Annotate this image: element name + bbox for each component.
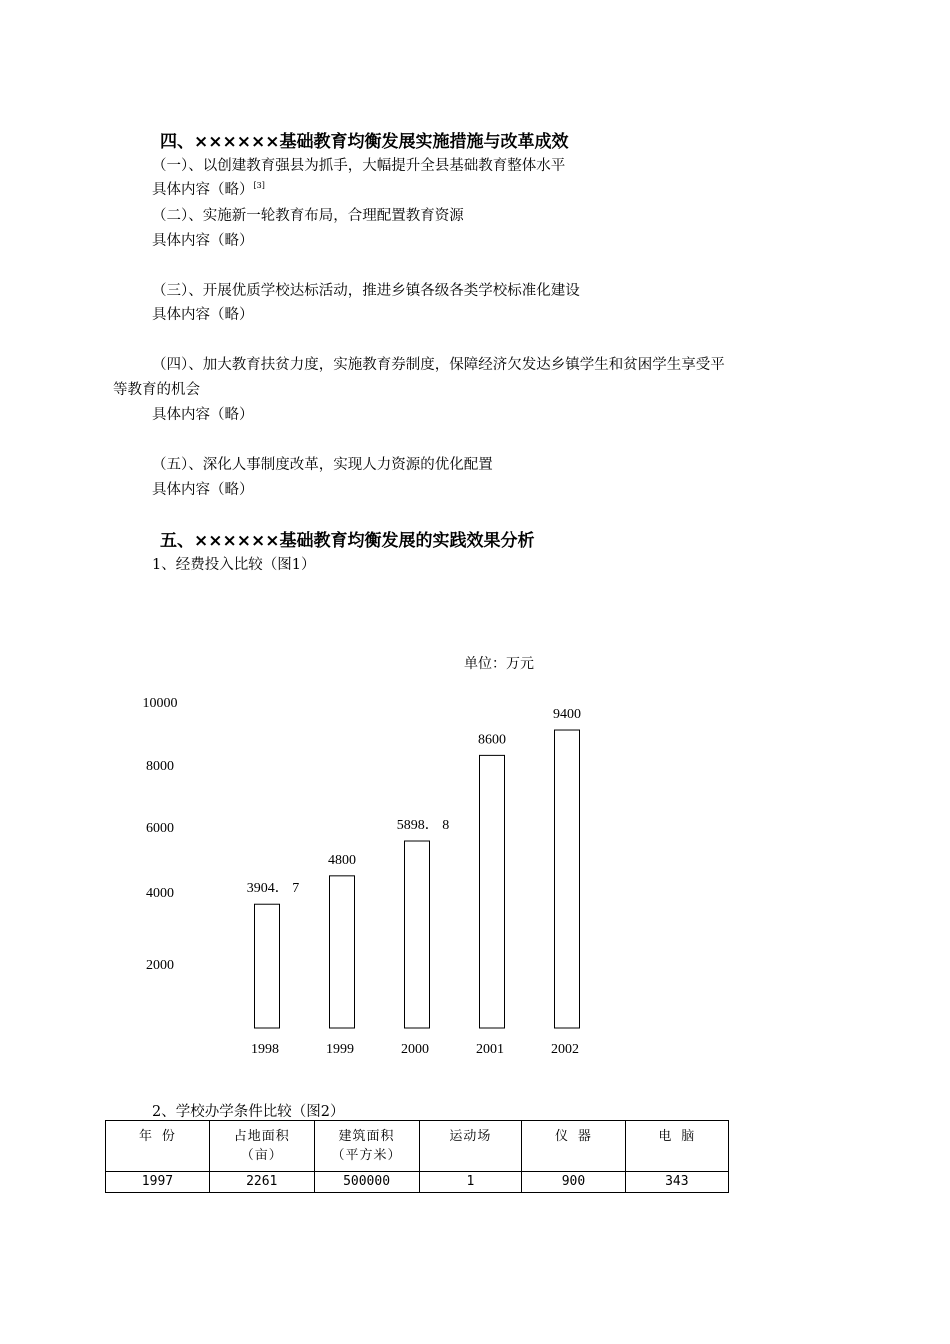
item2-title: （二）、实施新一轮教育布局，合理配置教育资源	[152, 208, 464, 224]
y-tick-label: 8000	[146, 759, 174, 774]
item4-title-line2: 等教育的机会	[113, 382, 200, 398]
subsection-1-title: 1、经费投入比较（图1）	[152, 557, 316, 573]
table-header-cell	[625, 1121, 728, 1172]
section4-heading-plain: 四、××××××基础教育均衡发展	[160, 132, 416, 152]
reference-mark: [3]	[253, 181, 265, 191]
bar-1998	[255, 904, 280, 1028]
y-tick-label: 10000	[142, 696, 178, 711]
item4-detail: 具体内容（略）	[152, 407, 254, 423]
bar-2002	[555, 730, 580, 1028]
table-cell: 343	[625, 1172, 728, 1193]
header-label: 运动场	[449, 1129, 492, 1144]
table-cell: 900	[522, 1172, 625, 1193]
table-cell: 1997	[106, 1172, 210, 1193]
table-header-cell	[522, 1121, 625, 1172]
bar-value-label: 8600	[478, 732, 506, 748]
table-row	[106, 1172, 729, 1193]
school-conditions-table	[105, 1120, 729, 1193]
item3-detail: 具体内容（略）	[152, 307, 254, 323]
table-header-cell	[419, 1121, 522, 1172]
header-label: 年 份	[139, 1129, 176, 1144]
table-cell: 2261	[209, 1172, 314, 1193]
y-tick-label: 2000	[146, 958, 174, 973]
header-sublabel: （亩）	[240, 1148, 283, 1163]
x-tick-label: 2000	[401, 1042, 429, 1057]
header-label: 建筑面积	[338, 1129, 395, 1144]
item5-title: （五）、深化人事制度改革，实现人力资源的优化配置	[152, 457, 493, 473]
table-header-cell	[314, 1121, 419, 1172]
bar-value-label: 4800	[328, 852, 356, 868]
bar-2000	[405, 841, 430, 1028]
y-tick-label: 6000	[146, 821, 174, 836]
bar-value-label: 9400	[553, 707, 581, 723]
item4-title-line1: （四）、加大教育扶贫力度，实施教育券制度，保障经济欠发达乡镇学生和贫困学生享受平	[152, 357, 725, 373]
header-label: 仪 器	[555, 1129, 592, 1144]
header-sublabel: （平方米）	[331, 1148, 402, 1163]
item1-detail-text: 具体内容（略）	[152, 182, 254, 198]
table-header-cell	[209, 1121, 314, 1172]
section5-heading-plain: 五、××××××基础教育均衡发展的	[160, 531, 433, 551]
section5-heading-bold: 实践效果分析	[432, 531, 535, 551]
header-label: 占地面积	[233, 1129, 290, 1144]
table-header-row	[106, 1121, 729, 1172]
item3-title: （三）、开展优质学校达标活动，推进乡镇各级各类学校标准化建设	[152, 283, 580, 299]
x-tick-label: 2002	[551, 1042, 579, 1057]
item1-title: （一）、以创建教育强县为抓手，大幅提升全县基础教育整体水平	[152, 158, 566, 174]
table-cell: 500000	[314, 1172, 419, 1193]
bar-1999	[330, 876, 355, 1028]
bar-2001	[480, 755, 505, 1028]
bar-value-label: 3904． 7	[246, 881, 300, 897]
section4-heading-bold: 实施措施与改革成效	[415, 132, 569, 152]
subsection-2-title: 2、学校办学条件比较（图2）	[152, 1104, 345, 1120]
y-tick-label: 4000	[146, 886, 174, 901]
x-tick-label: 1998	[251, 1042, 279, 1057]
item2-detail: 具体内容（略）	[152, 233, 254, 249]
x-tick-label: 2001	[476, 1042, 504, 1057]
bar-value-label: 5898． 8	[396, 818, 450, 834]
chart-unit-label: 单位：万元	[464, 656, 534, 672]
item5-detail: 具体内容（略）	[152, 482, 254, 498]
x-tick-label: 1999	[326, 1042, 354, 1057]
table-header-cell	[106, 1121, 210, 1172]
table-cell: 1	[419, 1172, 522, 1193]
header-label: 电 脑	[658, 1129, 696, 1144]
